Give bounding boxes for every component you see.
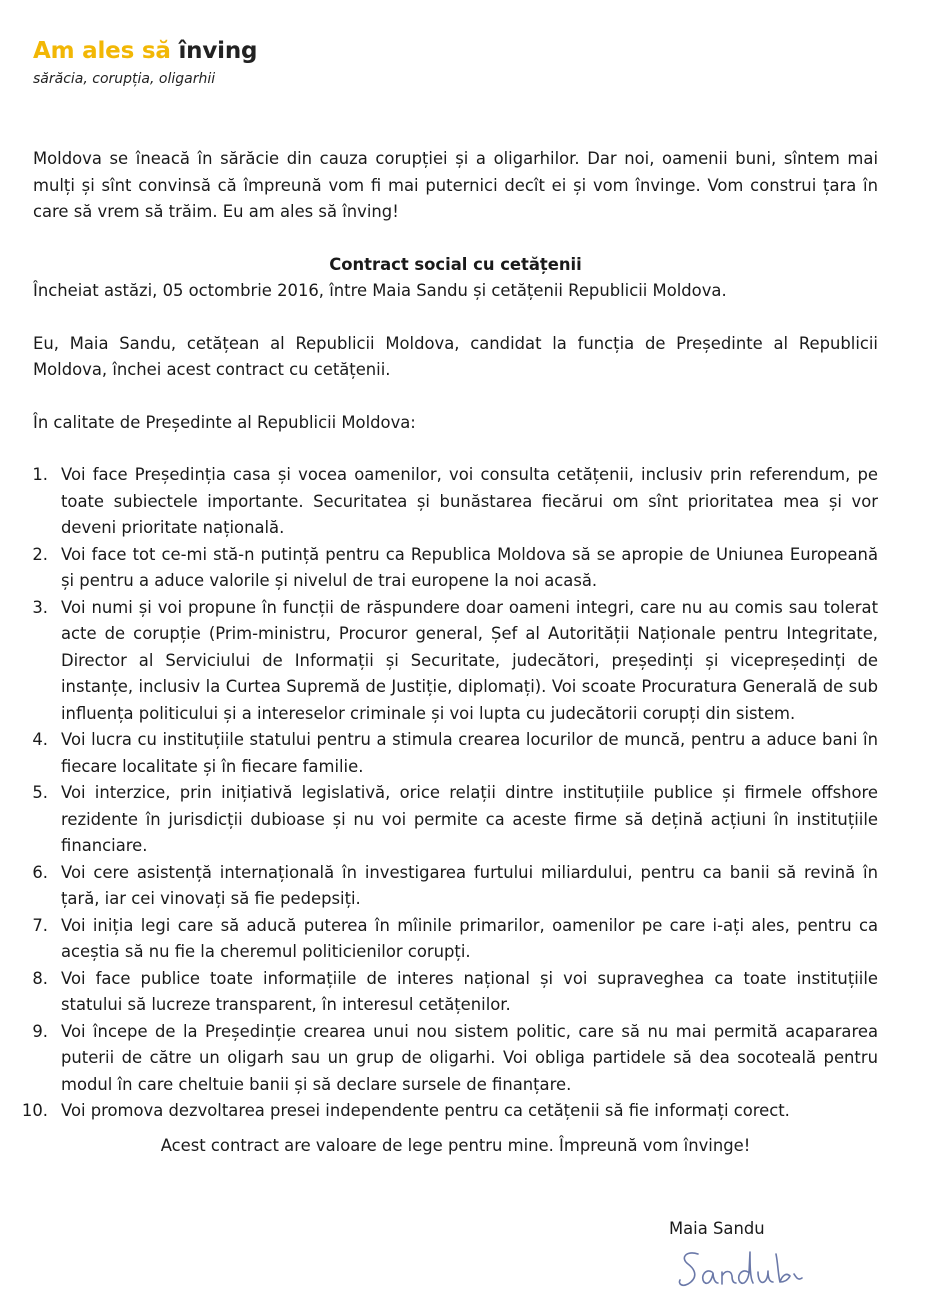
list-item-number: 2. (32, 544, 48, 564)
list-item (33, 462, 878, 542)
list-item-number: 5. (32, 783, 48, 802)
list-item-text: Voi interzice, prin inițiativă legislativă, orice relații dintre instituțiile publice și firmele offshore rezidente în jurisdicții dubioase și nu voi permite ca aceste firme să dețină acțiuni în instituțiile financiare. (61, 783, 878, 855)
contract-declaration: Eu, Maia Sandu, cetățean al Republicii Moldova, candidat la funcția de Președinte al Republicii Moldova, închei acest contract cu cetățenii. (33, 333, 878, 379)
list-item-text: Voi face Președinția casa și vocea oamenilor, voi consulta cetățenii, inclusiv prin referendum, pe toate subiectele importante. Securitatea și bunăstarea fiecărui om sînt prioritatea mea și vor deveni prioritate națională. (61, 465, 878, 537)
list-item (33, 595, 878, 728)
list-item-number: 7. (32, 915, 48, 935)
commitments-list (21, 462, 878, 1125)
title-accent: Am ales să (33, 38, 171, 64)
list-item (33, 913, 878, 966)
list-item-text: Voi promova dezvoltarea presei independente pentru ca cetățenii să fie informați corect. (61, 1101, 790, 1120)
list-item-text: Voi iniția legi care să aducă puterea în mîinile primarilor, oamenilor pe care i-ați ales, pentru ca aceștia să nu fie la cheremul politicienilor corupți. (61, 915, 878, 961)
page-subtitle: sărăcia, corupția, oligarhii (33, 71, 216, 87)
list-item (33, 542, 878, 595)
contract-title: Contract social cu cetățenii (329, 254, 582, 274)
signature-image (676, 1240, 816, 1296)
list-item-text: Voi începe de la Președinție crearea unui nou sistem politic, care să nu mai permită acapararea puterii de către un oligarh sau un grup de oligarhi. Voi obliga partidele să dea socoteală pentru modul în care cheltuie banii și să declare sursele de finanțare. (61, 1021, 878, 1094)
list-item-number: 9. (32, 1021, 48, 1041)
intro-paragraph: Moldova se îneacă în sărăcie din cauza corupției și a oligarhilor. Dar noi, oamenii buni, sîntem mai mulți și sînt convinsă că împreună vom fi mai puternici decît ei și vom învinge. Vom construi țara în care să vrem să trăim. Eu am ales să înving! (33, 149, 878, 221)
list-item-text: Voi face publice toate informațiile de interes național și voi supraveghea ca toate instituțiile statului să lucreze transparent, în interesul cetățenilor. (61, 968, 878, 1014)
title-rest: înving (178, 38, 258, 64)
list-item-text: Voi cere asistență internațională în investigarea furtului miliardului, pentru ca banii să revină în țară, iar cei vinovați să fie pedepsiți. (61, 862, 878, 908)
header (33, 36, 257, 88)
list-item-number: 8. (32, 968, 48, 988)
handwritten-signature (676, 1240, 816, 1300)
list-item (33, 860, 878, 913)
list-item (33, 1019, 878, 1099)
list-item-text: Voi numi și voi propune în funcții de răspundere doar oameni integri, care nu au comis sau tolerat acte de corupție (Prim-ministru, Procuror general, Șef al Autorității Naționale pentru Integritate, Director al Serviciului de Informații și Securitate, judecători, președinți și vicepreședinți de instanțe, inclusiv la Curtea Supremă de Justiție, diplomați). Voi scoate Procuratura Generală de sub influența politicului și a intereselor criminale și voi lupta cu judecătorii corupți din sistem. (61, 597, 878, 723)
list-item-number: 6. (32, 862, 48, 882)
closing-statement: Acest contract are valoare de lege pentru mine. Împreună vom învinge! (160, 1135, 751, 1155)
list-item-text: Voi lucra cu instituțiile statului pentru a stimula crearea locurilor de muncă, pentru a aduce bani în fiecare localitate și în fiecare familie. (61, 730, 878, 776)
list-item-number: 10. (21, 1101, 48, 1120)
list-item-number: 1. (32, 465, 48, 484)
list-item-number: 4. (32, 730, 48, 749)
document-body (21, 146, 878, 1175)
list-item (33, 966, 878, 1019)
signer-name: Maia Sandu (669, 1219, 765, 1238)
contract-concluded: Încheiat astăzi, 05 octombrie 2016, între Maia Sandu și cetățenii Republicii Moldova. (33, 281, 727, 300)
list-item (21, 1098, 878, 1125)
list-item (33, 727, 878, 780)
page-title (33, 36, 257, 66)
list-item-number: 3. (32, 597, 48, 617)
contract-capacity: În calitate de Președinte al Republicii Moldova: (33, 412, 416, 432)
list-item (33, 780, 878, 860)
list-item-text: Voi face tot ce-mi stă-n putință pentru ca Republica Moldova să se apropie de Uniunea Europeană și pentru a aduce valorile și nivelul de trai europene la noi acasă. (61, 544, 878, 590)
